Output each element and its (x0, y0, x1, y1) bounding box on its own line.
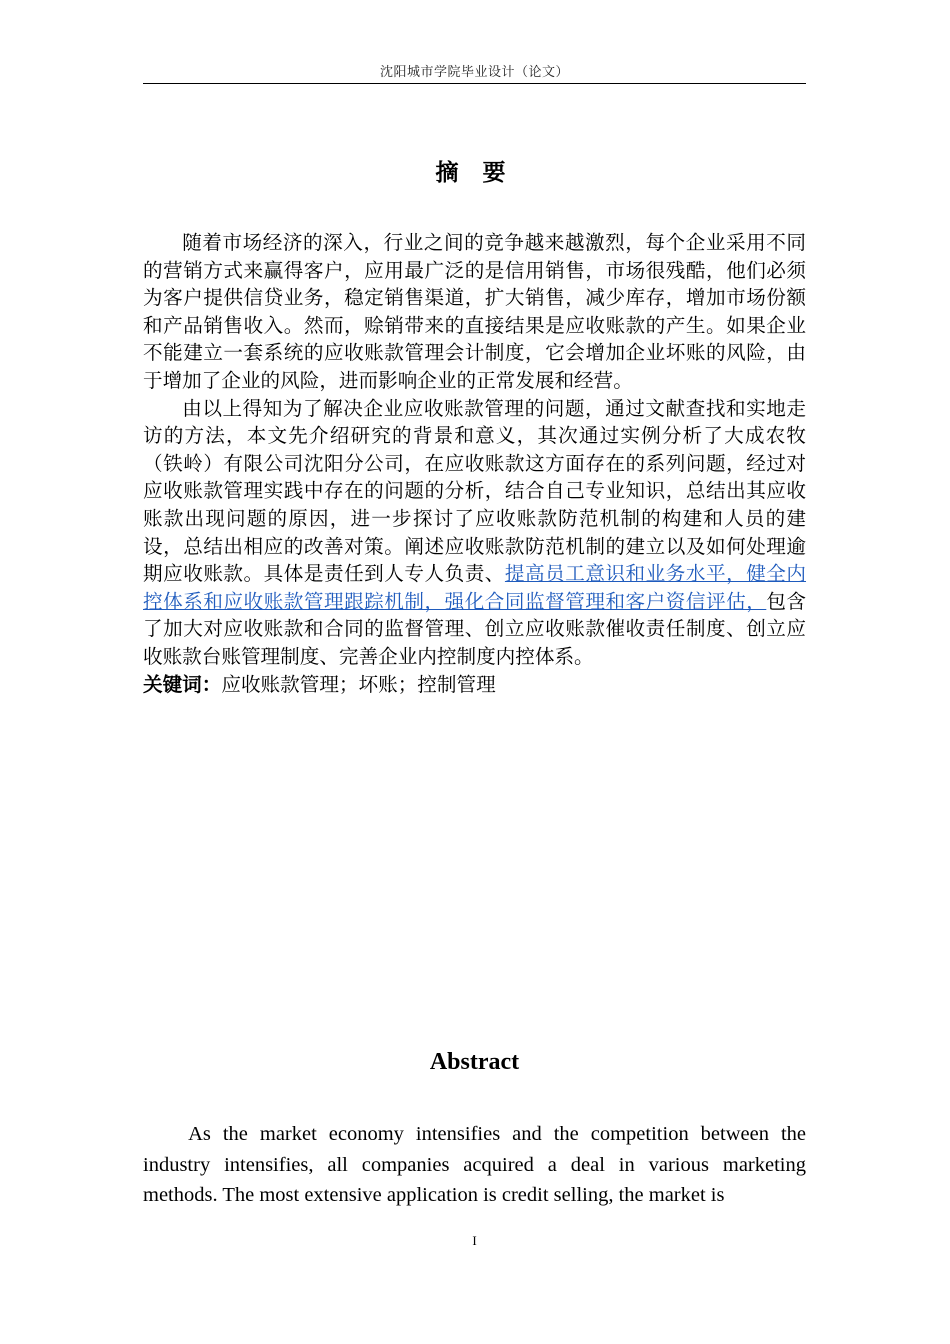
keywords-label: 关键词： (143, 672, 222, 696)
abstract-cn-paragraph-2 (143, 395, 806, 671)
abstract-en-paragraph-1: As the market economy intensifies and the competition between the industry intensifies, all companies acquired a deal in various marketing methods. The most extensive application is credit selling, the market is (143, 1123, 806, 1206)
page-header: 沈阳城市学院毕业设计（论文） (379, 65, 569, 80)
abstract-cn-body (143, 229, 806, 698)
abstract-en-title: Abstract (429, 1049, 520, 1075)
abstract-cn-paragraph-1: 随着市场经济的深入，行业之间的竞争越来越激烈，每个企业采用不同的营销方式来赢得客户，应用最广泛的是信用销售，市场很残酷，他们必须为客户提供信贷业务，稳定销售渠道，扩大销售，减少库存，增加市场份额和产品销售收入。然而，赊销带来的直接结果是应收账款的产生。如果企业不能建立一套系统的应收账款管理会计制度，它会增加企业坏账的风险，由于增加了企业的风险，进而影响企业的正常发展和经营。 (143, 231, 806, 392)
paragraph-2-text-after: 包含了加大对应收账款和合同的监督管理、创立应收账款催收责任制度、创立应收账款台账管理制度、完善企业内控制度内控体系。 (143, 589, 807, 668)
header-rule (143, 83, 806, 84)
paragraph-2-link[interactable]: 提高员工意识和业务水平，健全内控体系和应收账款管理跟踪机制，强化合同监督管理和客户资信评估， (143, 562, 807, 613)
page-number: I (472, 1233, 477, 1248)
paragraph-2-text-before: 由以上得知为了解决企业应收账款管理的问题，通过文献查找和实地走访的方法，本文先介绍研究的背景和意义，其次通过实例分析了大成农牧（铁岭）有限公司沈阳分公司，在应收账款这方面存在的系列问题，经过对应收账款管理实践中存在的问题的分析，结合自己专业知识，总结出其应收账款出现问题的原因，进一步探讨了应收账款防范机制的构建和人员的建设，总结出相应的改善对策。阐述应收账款防范机制的建立以及如何处理逾期应收账款。具体是责任到人专人负责、 (143, 396, 806, 586)
abstract-en-body (143, 1119, 806, 1211)
abstract-cn-title: 摘 要 (435, 160, 514, 186)
keywords-value: 应收账款管理；坏账；控制管理 (221, 672, 496, 696)
keywords-line (143, 671, 806, 699)
